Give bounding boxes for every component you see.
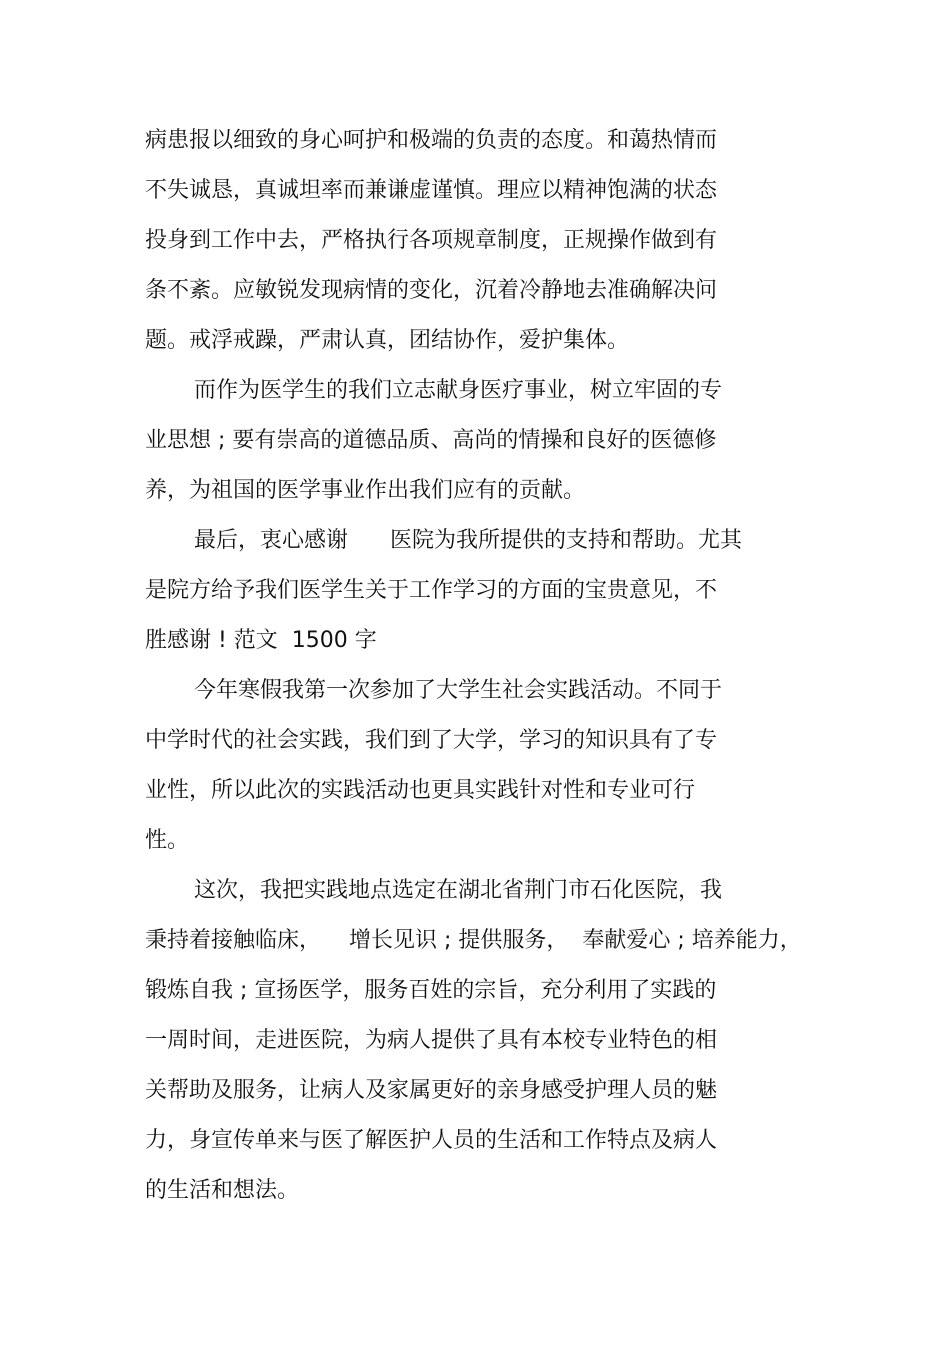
text-line: 锻炼自我 ; 宣扬医学，服务百姓的宗旨，充分利用了实践的: [145, 978, 717, 1003]
paragraph-first-line: 今年寒假我第一次参加了大学生社会实践活动。不同于: [194, 678, 723, 703]
text-line: 题。戒浮戒躁，严肃认真，团结协作，爱护集体。: [145, 328, 630, 353]
paragraph-first-line: 这次，我把实践地点选定在湖北省荆门市石化医院，我: [194, 878, 723, 903]
text-line: 一周时间，走进医院，为病人提供了具有本校专业特色的相: [145, 1028, 718, 1053]
text-line: 投身到工作中去，严格执行各项规章制度，正规操作做到有: [145, 228, 718, 253]
text-line: 养，为祖国的医学事业作出我们应有的贡献。: [145, 478, 586, 503]
text-line: 胜感谢 ! 范文 1500 字: [145, 628, 377, 653]
text-line: 业思想 ; 要有崇高的道德品质、高尚的情操和良好的医德修: [145, 428, 717, 453]
text-line: 病患报以细致的身心呵护和极端的负责的态度。和蔼热情而: [145, 128, 718, 153]
text-line: 秉持着接触临床， 增长见识 ; 提供服务， 奉献爱心 ; 培养能力，: [145, 928, 802, 953]
text-line: 的生活和想法。: [145, 1178, 300, 1203]
paragraph-first-line: 最后，衷心感谢 医院为我所提供的支持和帮助。尤其: [194, 528, 742, 553]
text-line: 不失诚恳，真诚坦率而兼谦虚谨慎。理应以精神饱满的状态: [145, 178, 718, 203]
text-line: 是院方给予我们医学生关于工作学习的方面的宝贵意见，不: [145, 578, 718, 603]
text-line: 性。: [145, 828, 190, 853]
text-line: 力，身宣传单来与医了解医护人员的生活和工作特点及病人: [145, 1128, 718, 1153]
text-line: 业性，所以此次的实践活动也更具实践针对性和专业可行: [145, 778, 696, 803]
text-line: 条不紊。应敏锐发现病情的变化，沉着冷静地去准确解决问: [145, 278, 718, 303]
text-line: 中学时代的社会实践，我们到了大学，学习的知识具有了专: [145, 728, 718, 753]
paragraph-first-line: 而作为医学生的我们立志献身医疗事业，树立牢固的专: [194, 378, 723, 403]
text-line: 关帮助及服务，让病人及家属更好的亲身感受护理人员的魅: [145, 1078, 718, 1103]
